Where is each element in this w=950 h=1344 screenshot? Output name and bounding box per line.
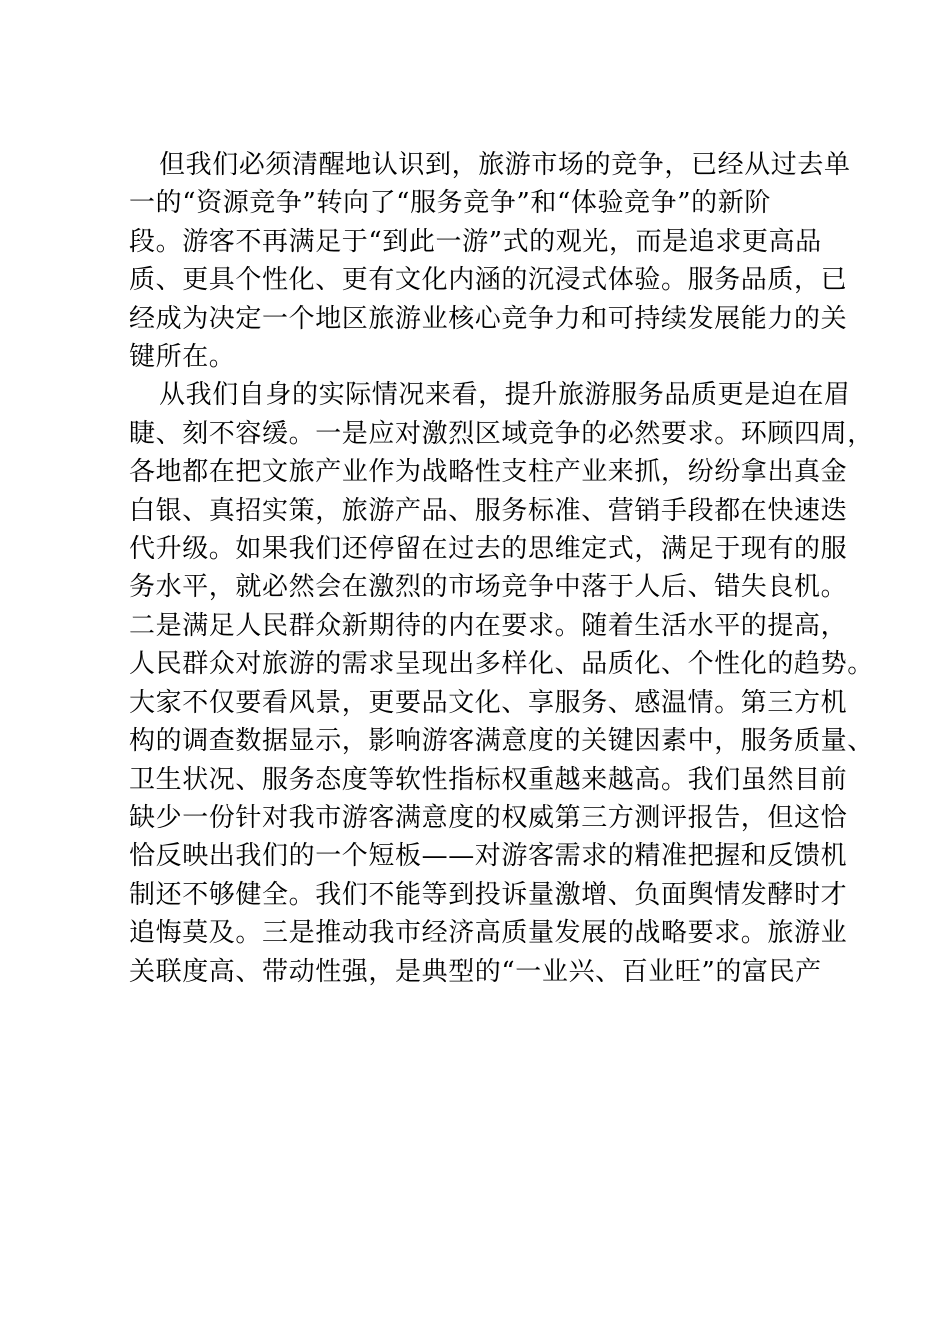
- paragraph-1-line-3: 段。游客不再满足于“到此一游”式的观光，而是追求更高品: [129, 226, 822, 257]
- paragraph-2-line-15: 追悔莫及。三是推动我市经济高质量发展的战略要求。旅游业: [129, 918, 848, 949]
- paragraph-2-line-12: 缺少一份针对我市游客满意度的权威第三方测评报告，但这恰: [129, 802, 848, 833]
- paragraph-2-line-10: 构的调查数据显示，影响游客满意度的关键因素中，服务质量、: [129, 726, 874, 757]
- paragraph-1-line-6: 键所在。: [129, 342, 236, 373]
- paragraph-2-line-1: 从我们自身的实际情况来看，提升旅游服务品质更是迫在眉: [159, 380, 851, 411]
- paragraph-2-line-5: 代升级。如果我们还停留在过去的思维定式，满足于现有的服: [129, 534, 848, 565]
- paragraph-2-line-9: 大家不仅要看风景，更要品文化、享服务、感温情。第三方机: [129, 687, 848, 718]
- body-text: [129, 146, 874, 991]
- paragraph-2-line-4: 白银、真招实策，旅游产品、服务标准、营销手段都在快速迭: [129, 495, 848, 526]
- paragraph-2-line-7: 二是满足人民群众新期待的内在要求。随着生活水平的提高，: [129, 610, 848, 641]
- paragraph-2-line-11: 卫生状况、服务态度等软性指标权重越来越高。我们虽然目前: [129, 764, 848, 795]
- paragraph-2: [129, 376, 874, 991]
- paragraph-1-line-5: 经成为决定一个地区旅游业核心竞争力和可持续发展能力的关: [129, 303, 848, 334]
- paragraph-2-line-16: 关联度高、带动性强，是典型的“一业兴、百业旺”的富民产: [129, 956, 822, 987]
- paragraph-2-line-14: 制还不够健全。我们不能等到投诉量激增、负面舆情发酵时才: [129, 879, 848, 910]
- paragraph-2-line-2: 睫、刻不容缓。一是应对激烈区域竞争的必然要求。环顾四周，: [129, 418, 874, 449]
- paragraph-1-line-4: 质、更具个性化、更有文化内涵的沉浸式体验。服务品质，已: [129, 265, 848, 296]
- paragraph-2-line-8: 人民群众对旅游的需求呈现出多样化、品质化、个性化的趋势。: [129, 649, 874, 680]
- paragraph-2-line-3: 各地都在把文旅产业作为战略性支柱产业来抓，纷纷拿出真金: [129, 457, 848, 488]
- paragraph-1: [129, 146, 851, 376]
- paragraph-1-line-2: 一的“资源竞争”转向了“服务竞争”和“体验竞争”的新阶: [129, 188, 771, 219]
- paragraph-2-line-13: 恰反映出我们的一个短板——对游客需求的精准把握和反馈机: [129, 841, 848, 872]
- paragraph-2-line-6: 务水平，就必然会在激烈的市场竞争中落于人后、错失良机。: [129, 572, 848, 603]
- paragraph-1-line-1: 但我们必须清醒地认识到，旅游市场的竞争，已经从过去单: [159, 150, 851, 180]
